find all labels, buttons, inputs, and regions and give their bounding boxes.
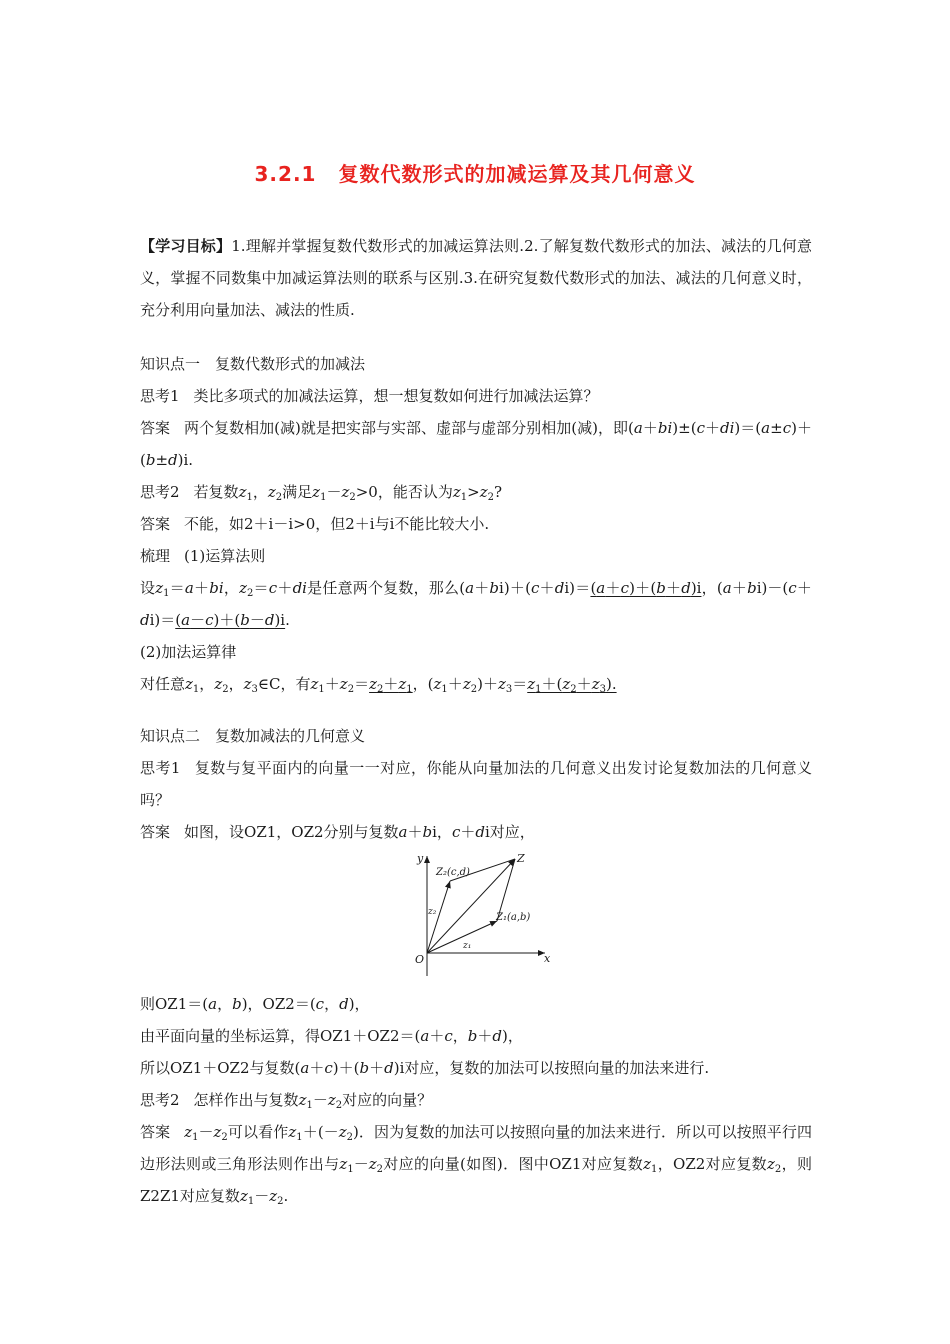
answer-blank-associative: $z_1+(z_2+z_3)$. bbox=[527, 675, 617, 695]
page-title bbox=[0, 158, 950, 187]
kp2-line1: 则OZ1＝(a，b)，OZ2＝(c，d)， bbox=[140, 995, 370, 1013]
kp1-rule: 设$z_1=a+bi$，$z_2=c+di$是任意两个复数，那么(a＋bi)＋(c＋di)＝(a＋c)＋(b＋d)i，(a＋bi)－(c＋di)＝(a－c)＋(b－d)i. bbox=[140, 579, 812, 629]
kp2-heading: 知识点二 复数加减法的几何意义 bbox=[140, 727, 366, 745]
kp1-law: 对任意$z_1$，$z_2$，$z_3\in C$，有$z_1+z_2=z_2+z_1$，$(z_1+z_2)+z_3=z_1+(z_2+z_3)$. bbox=[140, 675, 617, 695]
z-point-label: Z bbox=[517, 852, 525, 865]
main-content bbox=[140, 230, 812, 1212]
kp1-think1: 思考1 类比多项式的加减法运算，想一想复数如何进行加减法运算？ bbox=[140, 387, 599, 405]
objectives-label: 【学习目标】 bbox=[140, 237, 232, 255]
z2-point-label: Z₂(c,d) bbox=[436, 867, 470, 878]
x-axis-label: x bbox=[544, 952, 551, 965]
vector-diagram bbox=[405, 850, 555, 984]
kp1-answer2: 答案 不能，如2＋i－i>0，但2＋i与i不能比较大小. bbox=[140, 515, 490, 533]
parallelogram-figure bbox=[140, 850, 812, 984]
kp1-think2: 思考2 若复数$z_1$，$z_2$满足$z_1-z_2>0$，能否认为$z_1>z_2$? bbox=[140, 483, 503, 503]
kp2-think2: 思考2 怎样作出与复数$z_1-z_2$对应的向量？ bbox=[140, 1091, 433, 1111]
kp1-summary: 梳理 (1)运算法则 bbox=[140, 547, 266, 565]
kp2-line3: 所以OZ1＋OZ2与复数(a＋c)＋(b＋d)i对应，复数的加法可以按照向量的加法来进行. bbox=[140, 1059, 710, 1077]
z1-vector-label: z₁ bbox=[463, 941, 472, 951]
kp2-answer2: 答案 $z_1-z_2$可以看作$z_1+(-z_2)$．因为复数的加法可以按照向量的加法来进行．所以可以按照平行四边形法则或三角形法则作出与$z_1-z_2$对应的向量(如图)．图中OZ1对应复数$z_1$，OZ2对应复数$z_2$，则Z2Z1对应复数$z_1-z_2$. bbox=[140, 1123, 812, 1207]
vector-oz1 bbox=[427, 921, 497, 953]
z2-vector-label: z₂ bbox=[428, 907, 437, 917]
kp1-summary-sub2: (2)加法运算律 bbox=[140, 643, 237, 661]
section-title: 复数代数形式的加减运算及其几何意义 bbox=[338, 162, 696, 186]
z1-point-label: Z₁(a,b) bbox=[496, 912, 531, 923]
answer-blank-commutative: $z_2+z_1$ bbox=[369, 675, 413, 695]
section-number: 3.2.1 bbox=[254, 162, 317, 186]
kp2-line2: 由平面向量的坐标运算，得OZ1＋OZ2＝(a＋c，b＋d)， bbox=[140, 1027, 523, 1045]
answer-blank-sum: (a＋c)＋(b＋d)i bbox=[590, 579, 702, 597]
y-axis-label: y bbox=[417, 852, 424, 865]
kp1-answer1: 答案 两个复数相加(减)就是把实部与实部、虚部与虚部分别相加(减)，即(a＋bi)±(c＋di)＝(a±c)＋(b±d)i. bbox=[140, 419, 812, 469]
kp2-answer1: 答案 如图，设OZ1，OZ2分别与复数a＋bi，c＋di对应， bbox=[140, 823, 535, 841]
answer-blank-diff: (a－c)＋(b－d)i bbox=[175, 611, 286, 629]
objectives-text: 1.理解并掌握复数代数形式的加减运算法则.2.了解复数代数形式的加法、减法的几何意义，掌握不同数集中加减运算法则的联系与区别.3.在研究复数代数形式的加法、减法的几何意义时，充分利用向量加法、减法的性质. bbox=[140, 237, 812, 319]
learning-objectives bbox=[140, 230, 812, 326]
vector-oz2 bbox=[427, 881, 450, 953]
kp2-think1: 思考1 复数与复平面内的向量一一对应，你能从向量加法的几何意义出发讨论复数加法的几何意义吗？ bbox=[140, 759, 812, 809]
kp1-heading: 知识点一 复数代数形式的加减法 bbox=[140, 355, 366, 373]
origin-label: O bbox=[415, 953, 425, 966]
